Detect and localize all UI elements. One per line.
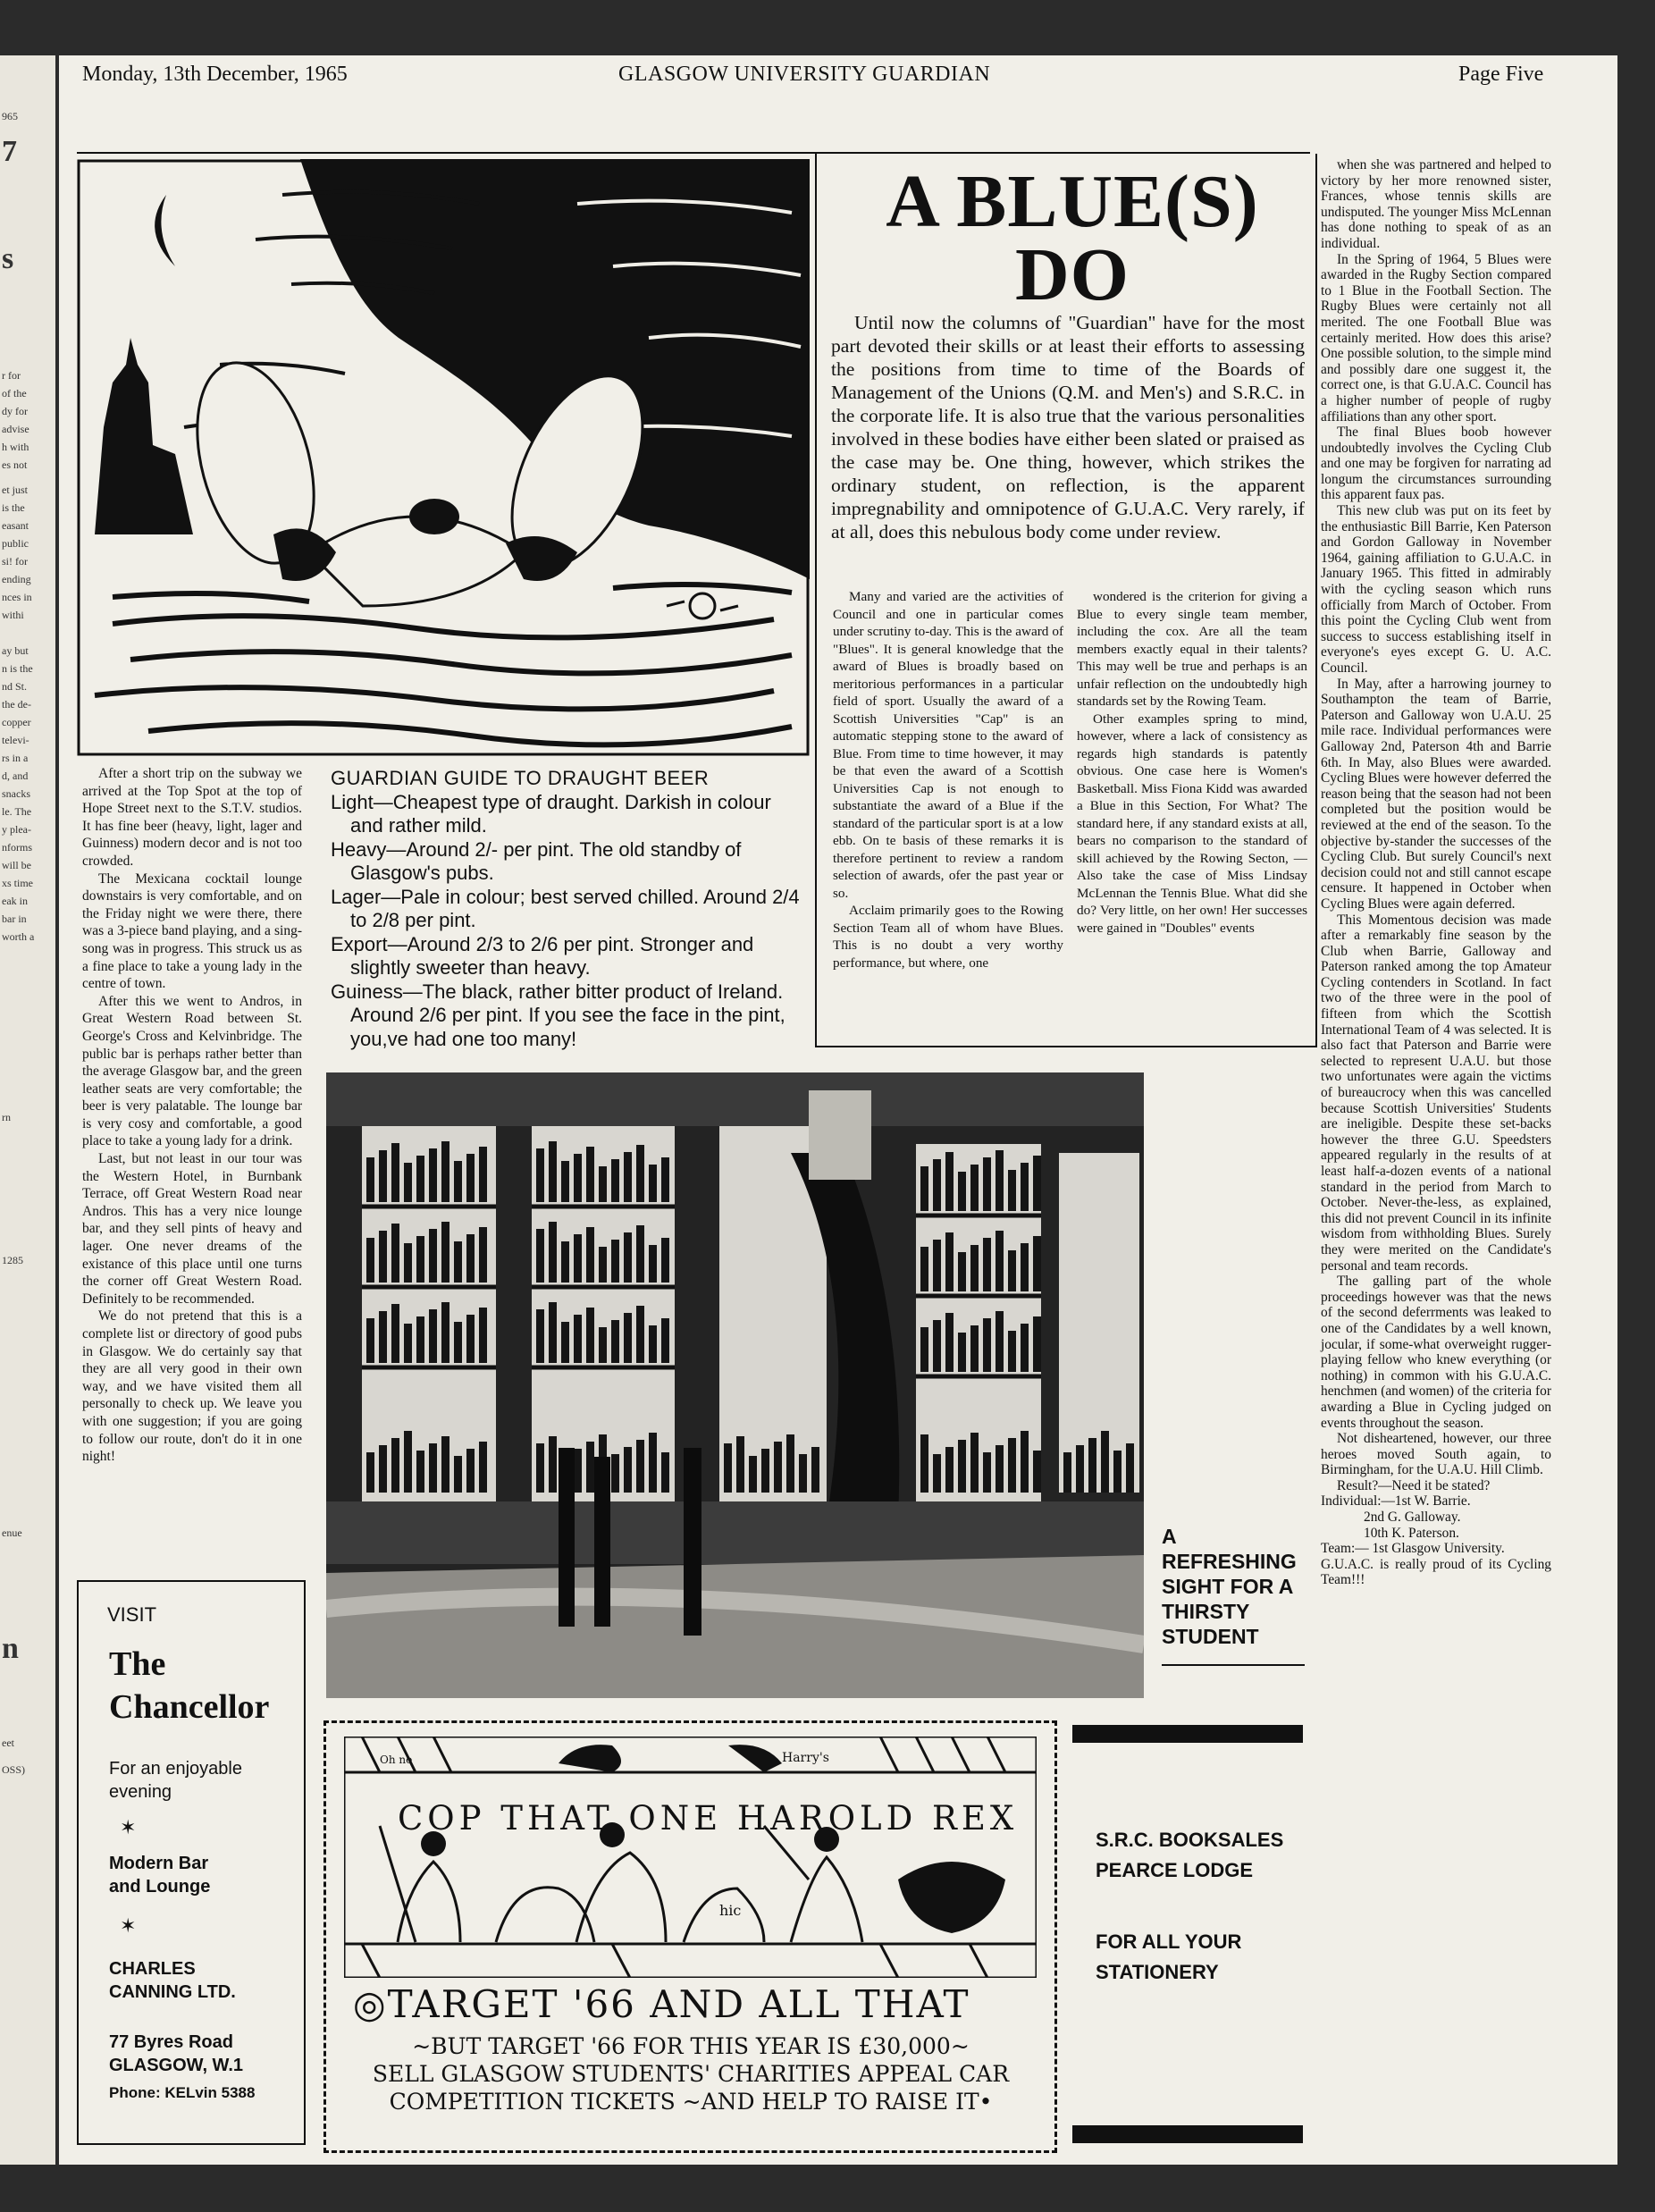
bottle-shape (1113, 1451, 1122, 1493)
photo-caption (1162, 1524, 1309, 1649)
bottle-shape (933, 1454, 941, 1493)
previous-page-fragment: d, and (2, 770, 29, 782)
bar-photograph (326, 1072, 1144, 1698)
bottle-shape (661, 1238, 669, 1283)
bottle-shape (366, 1452, 374, 1493)
star-icon: ✶ (120, 1914, 137, 1937)
paragraph: when she was partnered and helped to victory by her more renowned sister, Frances, whose tennis skills are undisputed. The younger Miss McLennan has done nothing to speak of as an individual. (1321, 157, 1551, 251)
booksales-line-1: S.R.C. BOOKSALES (1096, 1829, 1284, 1851)
bottle-shape (536, 1309, 544, 1363)
previous-page-fragment: 7 (2, 135, 17, 168)
chancellor-advertisement (77, 1580, 306, 2145)
column-rule (815, 154, 817, 1047)
guide-title: GUARDIAN GUIDE TO DRAUGHT BEER (331, 767, 710, 789)
bottle-shape (983, 1157, 991, 1211)
bottle-shape (429, 1443, 437, 1493)
bottle-shape (404, 1163, 412, 1202)
target-body (342, 2032, 1039, 2115)
bottle-shape (599, 1166, 607, 1202)
paragraph: Many and varied are the activities of Council and one in particular comes under scrutiny to-day. This is the award of "Blues". It is general knowledge that the award of Blues is broadly based on meritorious performances in a particular field of sport. Usually the award of a Scottish Universities "Cap" is an automatic stepping stone to the award of Blue. From time to time however, it may be that even the award of a Scottish Universities Cap is not enough to substantiate the award of a Blue if the standard of the particular sport is at a low ebb. On te basis of these remarks it is therefore pertinent to review a random selection of awards, ofer the past year or so. (833, 589, 1063, 901)
result-line: Team:— 1st Glasgow University. (1321, 1541, 1505, 1557)
bar-line-1: Modern Bar (109, 1854, 209, 1873)
tapestry-caption-ohno: Oh no (380, 1754, 413, 1766)
previous-page-fragment: nforms (2, 841, 32, 854)
bottle-shape (429, 1229, 437, 1283)
caption-rule (1162, 1664, 1305, 1666)
bottle-shape (454, 1322, 462, 1363)
bottle-shape (920, 1247, 928, 1291)
paragraph: After this we went to Andros, in Great Western Road between St. George's Cross and Kelvinbridge. The public bar is perhaps rather better than the average Glasgow bar, and the green leather seats are very comfortable; the beer is very palatable. The lounge bar is very cosy and comfortable, a good place to take a young lady for a drink. (82, 993, 302, 1149)
bottle-shape (774, 1442, 782, 1493)
bottle-shape (391, 1304, 399, 1363)
bottle-shape (549, 1436, 557, 1493)
bottle-shape (441, 1302, 449, 1363)
guide-item: Heavy—Around 2/- per pint. The old standby of Glasgow's pubs. (331, 837, 742, 884)
bottle-shape (958, 1440, 966, 1493)
booksales-line-3: FOR ALL YOUR (1096, 1930, 1242, 1953)
bottle-shape (574, 1154, 582, 1202)
result-line: 2nd G. Galloway. (1364, 1510, 1461, 1526)
header-rule (77, 152, 1310, 154)
result-line: G.U.A.C. is really proud of its Cycling Team!!! (1321, 1556, 1551, 1588)
bottle-shape (574, 1315, 582, 1363)
blues-lead (831, 311, 1305, 543)
bottle-shape (945, 1232, 954, 1291)
booksales-line-2: PEARCE LODGE (1096, 1859, 1254, 1881)
headline-line-1: A BLUE(S) (886, 160, 1259, 243)
bottle-shape (970, 1433, 979, 1493)
bottle-shape (970, 1325, 979, 1372)
caption-line: THIRSTY (1162, 1600, 1250, 1623)
bottle-shape (561, 1241, 569, 1283)
bottle-shape (479, 1147, 487, 1202)
bottle-shape (649, 1433, 657, 1493)
bottle-shape (1008, 1170, 1016, 1211)
bottle-shape (391, 1143, 399, 1202)
bottle-shape (466, 1315, 475, 1363)
bottle-shape (933, 1240, 941, 1291)
address-line-1: 77 Byres Road (109, 2032, 233, 2052)
bottle-shape (549, 1302, 557, 1363)
ad-address (109, 2031, 243, 2077)
bottle-shape (811, 1447, 819, 1493)
bottle-shape (649, 1165, 657, 1202)
blues-column-3 (1321, 157, 1551, 1588)
bottle-shape (379, 1231, 387, 1283)
ad-visit: VISIT (107, 1603, 157, 1626)
previous-page-fragment: enue (2, 1527, 22, 1539)
draught-beer-guide (331, 767, 804, 1051)
bottle-shape (933, 1159, 941, 1211)
previous-page-fragment: 965 (2, 110, 18, 122)
previous-page-fragment: n (2, 1632, 19, 1665)
bottle-shape (1021, 1431, 1029, 1493)
bottle-shape (379, 1445, 387, 1493)
previous-page-fragment: worth a (2, 930, 35, 943)
bottle-shape (429, 1309, 437, 1363)
previous-page-fragment: et just (2, 484, 28, 496)
tapestry-headline: COP THAT ONE HAROLD REX (398, 1799, 1019, 1838)
previous-page-fragment: n is the (2, 662, 33, 675)
bottle-shape (945, 1152, 954, 1211)
paragraph: This new club was put on its feet by the enthusiastic Bill Barrie, Ken Paterson and Gordon Galloway in November 1964, gaining affiliation to G.U.A.C. in January 1965. This fitted in admirably with the cycling season which runs officially from March of October. From this point the Cycling Club went from success to success establishing itself in everyone's eyes except G. U. A.C. Council. (1321, 503, 1551, 676)
tagline-line-2: evening (109, 1782, 172, 1802)
bottle-shape (649, 1245, 657, 1283)
bottle-shape (958, 1172, 966, 1211)
target-body-line-1: ~BUT TARGET '66 FOR THIS YEAR IS £30,000~ (412, 2033, 970, 2059)
bottle-shape (404, 1243, 412, 1283)
paragraph: Result?—Need it be stated? (1337, 1477, 1491, 1493)
previous-page-fragment: xs time (2, 877, 33, 889)
column-rule (1315, 154, 1317, 1047)
caption-line: REFRESHING (1162, 1550, 1297, 1573)
bottle-shape (724, 1443, 732, 1493)
paragraph: We do not pretend that this is a complete list or directory of good pubs in Glasgow. We do certainly say that they are all very good in their own way, and we have visited them all personally to check up. We leave you with one suggestion; if you are going to follow our route, don't do it in one night! (82, 1308, 302, 1465)
article-bottom-rule (815, 1046, 1315, 1047)
src-booksales-advertisement (1072, 1725, 1303, 2145)
bottle-shape (479, 1442, 487, 1493)
bottle-shape (404, 1324, 412, 1363)
address-line-2: GLASGOW, W.1 (109, 2056, 244, 2075)
bottle-shape (786, 1434, 794, 1493)
previous-page-fragment: snacks (2, 787, 30, 800)
previous-page-fragment: dy for (2, 405, 28, 417)
bottle-shape (441, 1222, 449, 1283)
bottle-shape (404, 1431, 412, 1493)
blues-column-1 (833, 588, 1063, 971)
bottle-shape (1033, 1316, 1041, 1372)
paragraph: The final Blues boob however undoubtedly involves the Cycling Club and one may be forgiven for narrating ad longum the circumstances surrounding this apparent faux pas. (1321, 425, 1551, 503)
bottle-shape (599, 1327, 607, 1363)
bottle-shape (391, 1438, 399, 1493)
bottle-shape (379, 1311, 387, 1363)
bottle-shape (920, 1327, 928, 1372)
newspaper-title: GLASGOW UNIVERSITY GUARDIAN (618, 63, 991, 86)
paragraph: In May, after a harrowing journey to Southampton the team of Barrie, Paterson and Galloway won U.A.U. 25 mile race. Individual performances were Galloway 2nd, Paterson 4th and Barrie 6th. In May, also Blues were awarded. Cycling Blues were however deferred the reason being that the season had not been completed but the position would be reviewed at the end of the season. To the objective by-stander the successes of the Cycling Club. But surely Council's next decision could not and still cannot escape censure. It happened in October when Cycling Blues were again deferred. (1321, 676, 1551, 912)
bottle-shape (945, 1447, 954, 1493)
bottle-shape (466, 1234, 475, 1283)
guide-item: Light—Cheapest type of draught. Darkish in colour and rather mild. (331, 790, 771, 837)
bottle-shape (611, 1320, 619, 1363)
bottle-shape (441, 1141, 449, 1202)
bottle-shape (549, 1141, 557, 1202)
bottle-shape (416, 1236, 424, 1283)
bottle-shape (1008, 1331, 1016, 1372)
booksales-name (1096, 1825, 1283, 1886)
target-66-advertisement (323, 1720, 1057, 2153)
previous-page-fragment: of the (2, 387, 27, 400)
bottle-shape (933, 1320, 941, 1372)
previous-page-fragment: ending (2, 573, 31, 585)
bottle-shape (416, 1316, 424, 1363)
bottle-shape (1063, 1452, 1071, 1493)
target-body-line-2: SELL GLASGOW STUDENTS' CHARITIES APPEAL CAR (372, 2061, 1010, 2087)
caption-line: A (1162, 1525, 1177, 1548)
result-line: 10th K. Paterson. (1364, 1525, 1459, 1541)
bottle-shape (958, 1252, 966, 1291)
previous-page-edge (0, 55, 55, 2165)
bottle-shape (454, 1161, 462, 1202)
bottle-shape (379, 1150, 387, 1202)
previous-page-fragment: le. The (2, 805, 32, 818)
previous-page-fragment: si! for (2, 555, 28, 568)
previous-page-fragment: the de- (2, 698, 31, 711)
previous-page-fragment: nd St. (2, 680, 28, 693)
bottle-shape (1033, 1451, 1041, 1493)
previous-page-fragment: bar in (2, 913, 27, 925)
owner-line-1: CHARLES (109, 1959, 196, 1979)
previous-page-fragment: eet (2, 1737, 14, 1749)
previous-page-fragment: copper (2, 716, 31, 728)
bottle-shape (561, 1322, 569, 1363)
bottle-shape (636, 1306, 644, 1363)
paragraph: Acclaim primarily goes to the Rowing Section Team all of whom have Blues. This is no doubt a very worthy performance, but where, one (833, 903, 1063, 971)
bottle-shape (958, 1333, 966, 1372)
target-headline: ◎TARGET '66 AND ALL THAT (353, 1982, 970, 2026)
guide-item: Guiness—The black, rather bitter product of Ireland. Around 2/6 per pint. If you see the face in the pint, you,ve had one too many! (331, 980, 785, 1050)
bottle-shape (624, 1152, 632, 1202)
bottle-shape (624, 1447, 632, 1493)
previous-page-fragment: 1285 (2, 1254, 23, 1266)
bottle-shape (996, 1445, 1004, 1493)
bottle-shape (366, 1238, 374, 1283)
issue-date: Monday, 13th December, 1965 (82, 63, 348, 86)
venue-name-line-2: Chancellor (109, 1688, 270, 1726)
star-icon: ✶ (120, 1816, 137, 1838)
bayeux-tapestry-illustration (344, 1737, 1037, 1978)
ad-tagline (109, 1757, 242, 1804)
bottle-shape (983, 1318, 991, 1372)
previous-page-fragment: y plea- (2, 823, 31, 836)
cartoon-illustration (77, 159, 810, 756)
ad-bottom-bar (1072, 2125, 1303, 2143)
bottle-shape (466, 1449, 475, 1493)
bottle-shape (454, 1241, 462, 1283)
paragraph: wondered is the criterion for giving a Blue to every single team member, including the cox. Are all the team members exactly equal in their talents? This may well be true and perhaps is an unfair reflection on the undoubtedly high standards set by the Rowing Team. (1077, 589, 1307, 709)
bottle-shape (416, 1156, 424, 1202)
bottle-shape (466, 1154, 475, 1202)
bottle-shape (761, 1449, 769, 1493)
previous-page-fragment: r for (2, 369, 21, 382)
page-number: Page Five (1458, 63, 1544, 86)
previous-page-fragment: OSS) (2, 1763, 26, 1776)
bottle-shape (1126, 1443, 1134, 1493)
guide-item: Lager—Pale in colour; best served chilled. Around 2/4 to 2/8 per pint. (331, 885, 800, 931)
bottle-shape (983, 1452, 991, 1493)
bottle-shape (624, 1232, 632, 1283)
previous-page-fragment: televi- (2, 734, 29, 746)
previous-page-fragment: easant (2, 519, 29, 532)
bottle-shape (661, 1318, 669, 1363)
bottle-shape (536, 1443, 544, 1493)
previous-page-fragment: s (2, 242, 14, 275)
bottle-shape (649, 1325, 657, 1363)
ad-bar-lounge (109, 1852, 210, 1898)
ad-owner (109, 1957, 236, 2004)
paragraph: The Mexicana cocktail lounge downstairs is very comfortable, and on the Friday night we were there, there was a 3-piece band playing, and a sing-song was in progress. This struck us as a fine place to take a young lady in the centre of town. (82, 871, 302, 992)
bottle-shape (970, 1245, 979, 1291)
bottle-shape (996, 1150, 1004, 1211)
bottle-shape (945, 1313, 954, 1372)
venue-name-line-1: The (109, 1645, 166, 1683)
result-line: Individual:—1st W. Barrie. (1321, 1493, 1471, 1510)
bottle-shape (366, 1318, 374, 1363)
bottle-shape (661, 1452, 669, 1493)
blues-headline (831, 160, 1314, 316)
paragraph: This Momentous decision was made after a remarkably fine season by the Club when Barrie, Galloway and Paterson ranked among the top Amateur Cycling contenders in Scotland. In fact two of the three were in the pool of fifteen from which the Scottish International Team of 4 was selected. It is also fact that Paterson and Barrie were selected to represent U.A.U. but those two unfortunates were again the victims of bureaucrocy when this was cancelled because Scottish Universities' Students are ineligible. Despite these set-backs however the three G.U. Speedsters appeared regularly in the results of at least half-a-dozen events of a national standard in the period from March to October. Never-the-less, as explained, this did not prevent Council in its infinite wisdom from withholding Blues. Surely they were merited on the Candidate's personal and team records. (1321, 912, 1551, 1274)
bottle-shape (661, 1157, 669, 1202)
bottle-shape (996, 1231, 1004, 1291)
lead-paragraph: Until now the columns of "Guardian" have for the most part devoted their skills or at least their efforts to assessing the positions from time to time of the Boards of Management of the Unions (Q.M. and Men's) and S.R.C. in the corporate life. It is also true that the various personalities involved in these bodies have either been slated or praised as the case may be. One thing, however, which strikes the ordinary student, on reflection, is the apparent impregnability and omnipotence of G.U.A.C. Very rarely, if at all, does this nebulous body come under review. (831, 312, 1305, 542)
bottle-shape (441, 1436, 449, 1493)
paragraph: The galling part of the whole proceedings however was that the news of the second deferrments was leaked to one of the Candidates by a well known, jocular, if some-what overweight rugger-playing fellow who knew everything (or nothing) in common with his G.U.A.C. henchmen (and women) of the criteria for awarding a Blue in Cycling judged on events throughout the season. (1321, 1274, 1551, 1431)
previous-page-fragment: is the (2, 501, 25, 514)
pub-tour-article (82, 765, 302, 1466)
booksales-line-4: STATIONERY (1096, 1961, 1219, 1983)
previous-page-fragment: h with (2, 441, 29, 453)
tagline-line-1: For an enjoyable (109, 1759, 242, 1779)
previous-page-fragment: withi (2, 609, 24, 621)
previous-page-fragment: will be (2, 859, 31, 871)
bottle-shape (1008, 1438, 1016, 1493)
caption-line: STUDENT (1162, 1625, 1259, 1648)
bottle-shape (479, 1308, 487, 1363)
bottle-shape (549, 1222, 557, 1283)
ad-venue-name (109, 1643, 269, 1728)
bottle-shape (1033, 1156, 1041, 1211)
paragraph: Not disheartened, however, our three heroes moved South again, to Birmingham, for the U.A.U. Hill Climb. (1321, 1431, 1551, 1478)
bottle-shape (736, 1436, 744, 1493)
bottle-shape (366, 1157, 374, 1202)
bottle-shape (996, 1311, 1004, 1372)
bottle-shape (624, 1313, 632, 1363)
bottle-shape (970, 1165, 979, 1211)
previous-page-fragment: rs in a (2, 752, 29, 764)
bottle-shape (536, 1148, 544, 1202)
paragraph: Other examples spring to mind, however, where a lack of consistency as regards high standards is patently obvious. One case here is Women's Basketball. Miss Fiona Kidd was awarded a Blue in this Section, For What? The standard here, if any standard exists at all, bears no comparison to the standard of skill achieved by the Rowing Secton, —Also take the case of Miss Lindsay McLennan the Tennis Blue. What did she do? Very little, on her own! Her successes were gained in "Doubles" events (1077, 711, 1307, 936)
tapestry-caption-harrys: Harry's (782, 1751, 829, 1765)
bottle-shape (636, 1225, 644, 1283)
owner-line-2: CANNING LTD. (109, 1982, 236, 2002)
bottle-shape (611, 1159, 619, 1202)
bottle-shape (920, 1166, 928, 1211)
bottle-shape (983, 1238, 991, 1291)
ad-top-bar (1072, 1725, 1303, 1743)
bottle-shape (479, 1227, 487, 1283)
previous-page-fragment: advise (2, 423, 29, 435)
previous-page-fragment: public (2, 537, 29, 550)
bottle-shape (1021, 1324, 1029, 1372)
paragraph: In the Spring of 1964, 5 Blues were awarded in the Rugby Section compared to 1 Blue in the Football Section. The Rugby Blues were certainly not all merited. The one Football Blue was certainly merited. How does this arise? One possible solution, to the simple mind and possibly dare one suggest it, the correct one, is that G.U.A.C. Council has a higher number of people of rugby affiliations than any other sport. (1321, 251, 1551, 425)
bottle-shape (1008, 1250, 1016, 1291)
caption-line: SIGHT FOR A (1162, 1575, 1294, 1598)
bottle-shape (574, 1234, 582, 1283)
bottle-shape (586, 1308, 594, 1363)
bottle-shape (574, 1449, 582, 1493)
previous-page-fragment: ay but (2, 644, 29, 657)
bottle-shape (636, 1440, 644, 1493)
bottle-shape (1088, 1438, 1096, 1493)
bottle-shape (599, 1247, 607, 1283)
bottle-shape (586, 1147, 594, 1202)
booksales-tagline (1096, 1927, 1241, 1988)
bottle-shape (1021, 1243, 1029, 1291)
bottle-shape (454, 1456, 462, 1493)
target-body-line-3: COMPETITION TICKETS ~AND HELP TO RAISE IT• (389, 2089, 993, 2115)
bar-line-2: and Lounge (109, 1877, 211, 1897)
paragraph: After a short trip on the subway we arrived at the Top Spot at the top of Hope Street next to the S.T.V. studios. It has fine beer (heavy, light, lager and Guinness) modern decor and is not too crowded. (82, 766, 302, 869)
paragraph: Last, but not least in our tour was the Western Hotel, in Burnbank Terrace, off Great Western Road near Andros. This has a very nice lounge bar, and they sell pints of heavy and lager. One never dreams of the existance of this place until one turns the corner off Great Western Road. Definitely to be recommended. (82, 1151, 302, 1307)
tapestry-caption-hic: hic (719, 1902, 742, 1919)
bottle-shape (586, 1227, 594, 1283)
bottle-shape (1076, 1445, 1084, 1493)
bottle-shape (611, 1454, 619, 1493)
blues-column-2 (1077, 588, 1307, 937)
bottle-shape (636, 1145, 644, 1202)
bottle-shape (429, 1148, 437, 1202)
headline-line-2: DO (1015, 233, 1130, 316)
guide-item: Export—Around 2/3 to 2/6 per pint. Stronger and slightly sweeter than heavy. (331, 932, 754, 979)
bottle-shape (416, 1451, 424, 1493)
bottle-shape (391, 1224, 399, 1283)
bottle-shape (536, 1229, 544, 1283)
bottle-shape (1101, 1431, 1109, 1493)
bottle-shape (920, 1434, 928, 1493)
bottle-shape (561, 1161, 569, 1202)
bottle-shape (611, 1240, 619, 1283)
bottle-shape (749, 1456, 757, 1493)
ad-phone: Phone: KELvin 5388 (109, 2084, 256, 2101)
bottle-shape (799, 1454, 807, 1493)
previous-page-fragment: rn (2, 1111, 11, 1123)
previous-page-fragment: nces in (2, 591, 32, 603)
bottle-shape (1021, 1163, 1029, 1211)
bottle-shape (586, 1442, 594, 1493)
previous-page-fragment: es not (2, 458, 28, 471)
previous-page-fragment: eak in (2, 895, 28, 907)
bottle-shape (1033, 1236, 1041, 1291)
